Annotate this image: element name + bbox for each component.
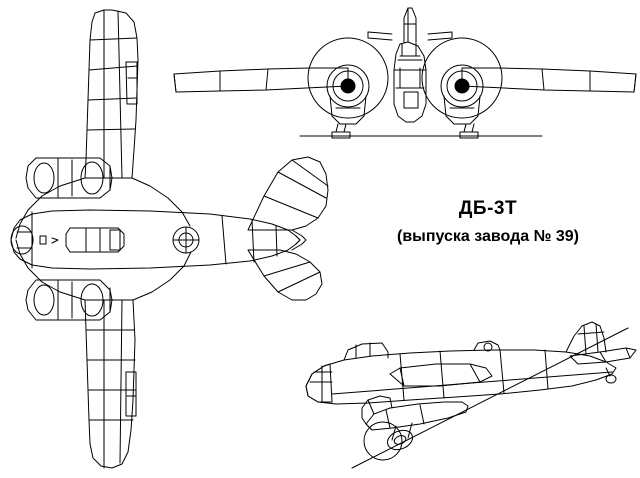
drawing-caption [352, 196, 624, 247]
caption-title: ДБ-3Т [458, 198, 518, 219]
caption-subtitle: (выпуска завода № 39) [397, 227, 579, 245]
